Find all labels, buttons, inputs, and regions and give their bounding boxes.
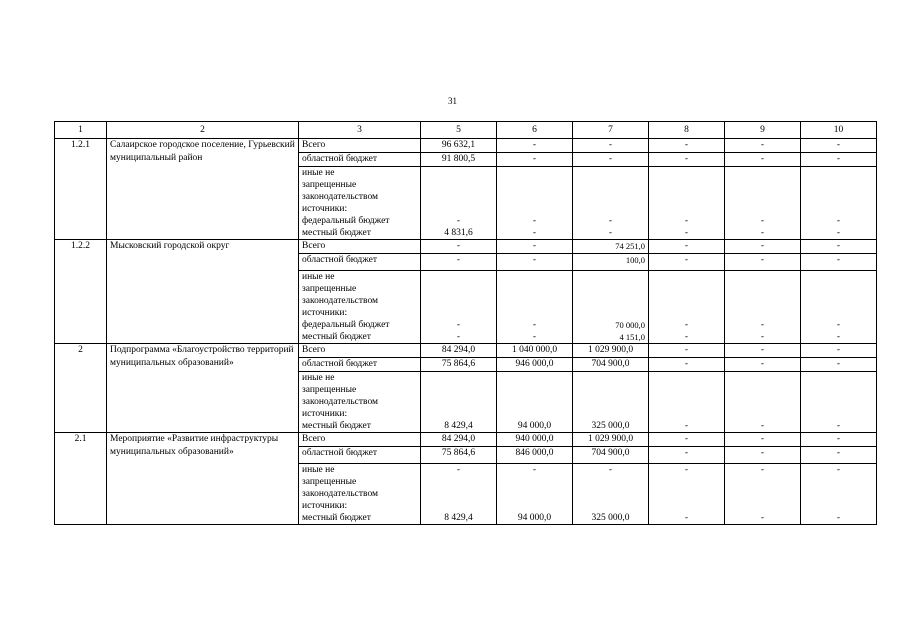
- value-col-6: [497, 372, 573, 433]
- value-col-5: [421, 167, 497, 240]
- row-name: Мысковский городской округ: [107, 240, 299, 344]
- value-line: -: [760, 513, 765, 523]
- top-dash: -: [684, 465, 689, 475]
- value-col-8: [649, 167, 725, 240]
- funding-source-line: иные не: [302, 168, 335, 178]
- funding-source-line: иные не: [302, 272, 335, 282]
- funding-source: Всего: [299, 139, 421, 153]
- funding-source-line: иные не: [302, 465, 335, 475]
- header-col-9: 9: [725, 122, 801, 139]
- value-col-5: [421, 372, 497, 433]
- value-col-5: 91 800,5: [421, 153, 497, 167]
- value-line: -: [836, 320, 841, 330]
- value-col-7: -: [573, 153, 649, 167]
- top-dash: -: [836, 465, 841, 475]
- value-col-7: 704 900,0: [573, 358, 649, 372]
- value-col-9: -: [725, 433, 801, 447]
- value-line: 325 000,0: [591, 513, 630, 523]
- value-col-9: [725, 271, 801, 344]
- value-line: -: [836, 513, 841, 523]
- value-col-10: -: [801, 433, 877, 447]
- row-name: Мероприятие «Развитие инфраструктуры муниципальных образований»: [107, 433, 299, 525]
- header-row: [55, 122, 877, 139]
- table-row: [55, 240, 877, 254]
- value-col-10: -: [801, 358, 877, 372]
- value-line: -: [532, 332, 537, 342]
- value-line: -: [760, 320, 765, 330]
- header-col-8: 8: [649, 122, 725, 139]
- value-col-6: -: [497, 240, 573, 254]
- value-col-8: -: [649, 344, 725, 358]
- value-col-6: [497, 167, 573, 240]
- value-line: -: [608, 216, 613, 226]
- value-col-10: [801, 372, 877, 433]
- funding-source: областной бюджет: [299, 254, 421, 271]
- value-col-6: 1 040 000,0: [497, 344, 573, 358]
- funding-source-line: источники:: [302, 501, 348, 511]
- table-header: [55, 122, 877, 139]
- value-line: 8 429,4: [444, 421, 473, 431]
- value-col-8: -: [649, 447, 725, 464]
- funding-source-line: законодательством: [302, 397, 379, 407]
- funding-source-line: запрещенные: [302, 477, 357, 487]
- value-col-6: -: [497, 254, 573, 271]
- value-col-10: [801, 464, 877, 525]
- value-col-6: 940 000,0: [497, 433, 573, 447]
- value-col-6: -: [497, 153, 573, 167]
- value-col-10: [801, 271, 877, 344]
- value-line: -: [836, 228, 841, 238]
- header-col-3: 3: [299, 122, 421, 139]
- value-col-8: -: [649, 139, 725, 153]
- value-col-8: -: [649, 433, 725, 447]
- value-col-8: -: [649, 153, 725, 167]
- funding-source: [299, 464, 421, 525]
- value-col-9: -: [725, 240, 801, 254]
- value-col-10: -: [801, 139, 877, 153]
- funding-source: областной бюджет: [299, 358, 421, 372]
- row-number: 1.2.2: [55, 240, 107, 344]
- funding-source-line: источники:: [302, 308, 348, 318]
- funding-source-line: источники:: [302, 409, 348, 419]
- value-col-5: 84 294,0: [421, 344, 497, 358]
- header-col-2: 2: [107, 122, 299, 139]
- value-col-5: 75 864,6: [421, 447, 497, 464]
- value-col-5: 75 864,6: [421, 358, 497, 372]
- funding-source-line: запрещенные: [302, 385, 357, 395]
- value-col-10: -: [801, 240, 877, 254]
- funding-source: [299, 372, 421, 433]
- value-col-10: -: [801, 254, 877, 271]
- value-line: -: [836, 421, 841, 431]
- funding-source-line: федеральный бюджет: [302, 216, 390, 226]
- value-line: -: [836, 216, 841, 226]
- value-line: -: [532, 320, 537, 330]
- value-col-8: [649, 464, 725, 525]
- value-col-10: -: [801, 447, 877, 464]
- value-line: -: [760, 421, 765, 431]
- value-col-10: -: [801, 344, 877, 358]
- value-col-9: [725, 372, 801, 433]
- value-col-5: -: [421, 254, 497, 271]
- value-col-10: [801, 167, 877, 240]
- top-dash: -: [456, 465, 461, 475]
- value-col-5: [421, 271, 497, 344]
- value-line: -: [760, 332, 765, 342]
- funding-source-line: запрещенные: [302, 180, 357, 190]
- funding-source: Всего: [299, 344, 421, 358]
- value-line: -: [532, 216, 537, 226]
- value-col-9: -: [725, 344, 801, 358]
- value-line: -: [532, 228, 537, 238]
- value-col-8: -: [649, 254, 725, 271]
- funding-source-line: иные не: [302, 373, 335, 383]
- funding-source-line: местный бюджет: [302, 421, 371, 431]
- value-col-5: 84 294,0: [421, 433, 497, 447]
- value-col-6: 846 000,0: [497, 447, 573, 464]
- funding-source-line: местный бюджет: [302, 332, 371, 342]
- funding-source: областной бюджет: [299, 153, 421, 167]
- value-line: -: [456, 332, 461, 342]
- value-col-5: -: [421, 240, 497, 254]
- value-col-6: [497, 464, 573, 525]
- value-col-9: -: [725, 139, 801, 153]
- value-line: -: [684, 228, 689, 238]
- row-number: 1.2.1: [55, 139, 107, 240]
- value-col-7: [573, 271, 649, 344]
- value-col-7: [573, 167, 649, 240]
- value-col-9: [725, 464, 801, 525]
- row-name: Подпрограмма «Благоустройство территорий муниципальных образований»: [107, 344, 299, 433]
- header-col-6: 6: [497, 122, 573, 139]
- funding-source-line: законодательством: [302, 296, 379, 306]
- value-line: -: [456, 320, 461, 330]
- value-col-10: -: [801, 153, 877, 167]
- value-line: -: [760, 216, 765, 226]
- value-col-7: 100,0: [573, 254, 649, 271]
- funding-source: Всего: [299, 240, 421, 254]
- value-line: -: [684, 421, 689, 431]
- header-col-5: 5: [421, 122, 497, 139]
- value-col-6: -: [497, 139, 573, 153]
- top-dash: -: [608, 465, 613, 475]
- value-line: -: [684, 216, 689, 226]
- value-col-9: -: [725, 358, 801, 372]
- value-line: -: [760, 228, 765, 238]
- value-line: 8 429,4: [444, 513, 473, 523]
- value-col-7: 74 251,0: [573, 240, 649, 254]
- value-col-8: -: [649, 358, 725, 372]
- table-row: [55, 139, 877, 153]
- value-line: -: [608, 228, 613, 238]
- value-line: -: [456, 216, 461, 226]
- value-line: -: [684, 513, 689, 523]
- value-line: 4 151,0: [619, 332, 645, 342]
- value-col-7: 1 029 900,0: [573, 344, 649, 358]
- value-line: 94 000,0: [517, 513, 552, 523]
- value-line: 325 000,0: [591, 421, 630, 431]
- funding-source: Всего: [299, 433, 421, 447]
- row-number: 2.1: [55, 433, 107, 525]
- value-line: 70 000,0: [615, 320, 645, 330]
- value-col-8: -: [649, 240, 725, 254]
- table-row: [55, 344, 877, 358]
- funding-source: областной бюджет: [299, 447, 421, 464]
- funding-source: [299, 167, 421, 240]
- value-col-7: [573, 372, 649, 433]
- value-line: 94 000,0: [517, 421, 552, 431]
- funding-source-line: запрещенные: [302, 284, 357, 294]
- row-number: 2: [55, 344, 107, 433]
- funding-source-line: законодательством: [302, 489, 379, 499]
- header-col-10: 10: [801, 122, 877, 139]
- top-dash: -: [532, 465, 537, 475]
- page-number: 31: [448, 96, 457, 106]
- value-col-8: [649, 271, 725, 344]
- value-col-7: [573, 464, 649, 525]
- value-line: -: [684, 320, 689, 330]
- budget-table: [54, 121, 877, 525]
- row-name: Салаирское городское поселение, Гурьевский муниципальный район: [107, 139, 299, 240]
- value-line: -: [684, 332, 689, 342]
- funding-source-line: местный бюджет: [302, 228, 371, 238]
- value-col-7: 704 900,0: [573, 447, 649, 464]
- value-col-9: -: [725, 153, 801, 167]
- value-col-5: [421, 464, 497, 525]
- value-col-6: [497, 271, 573, 344]
- value-col-7: -: [573, 139, 649, 153]
- value-col-6: 946 000,0: [497, 358, 573, 372]
- funding-source-line: федеральный бюджет: [302, 320, 390, 330]
- value-col-7: 1 029 900,0: [573, 433, 649, 447]
- funding-source: [299, 271, 421, 344]
- value-col-9: -: [725, 254, 801, 271]
- header-col-7: 7: [573, 122, 649, 139]
- value-col-8: [649, 372, 725, 433]
- value-col-9: -: [725, 447, 801, 464]
- funding-source-line: законодательством: [302, 192, 379, 202]
- value-line: -: [836, 332, 841, 342]
- value-col-5: 96 632,1: [421, 139, 497, 153]
- funding-source-line: источники:: [302, 204, 348, 214]
- table-row: [55, 433, 877, 447]
- header-col-1: 1: [55, 122, 107, 139]
- funding-source-line: местный бюджет: [302, 513, 371, 523]
- value-line: 4 831,6: [444, 228, 473, 238]
- top-dash: -: [760, 465, 765, 475]
- table-body: [55, 139, 877, 525]
- value-col-9: [725, 167, 801, 240]
